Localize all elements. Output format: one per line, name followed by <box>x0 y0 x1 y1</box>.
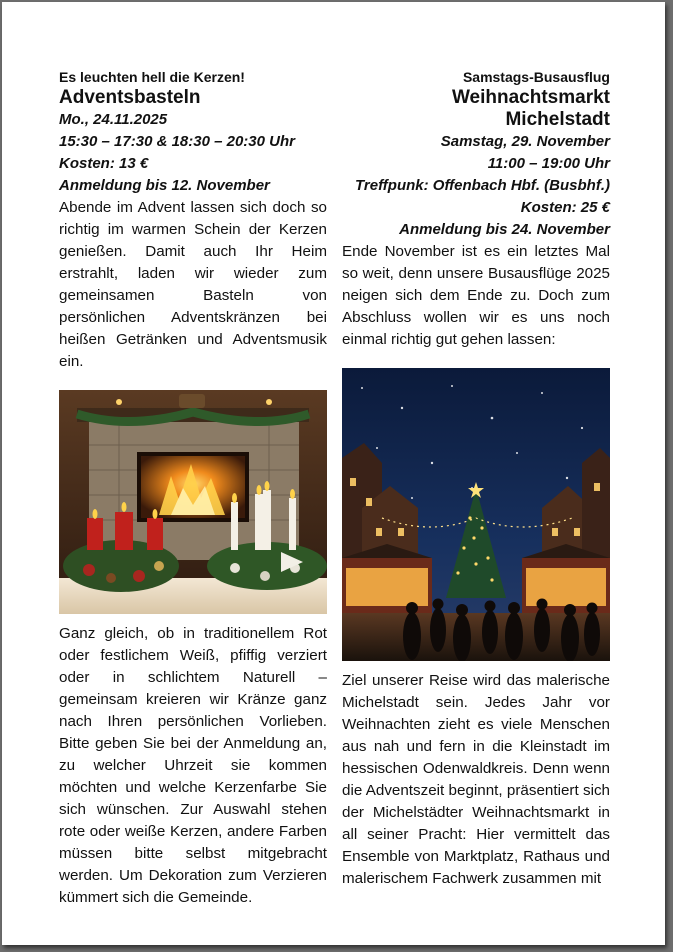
left-intro: Abende im Advent lassen sich doch so richtig im warmen Schein der Kerzen genießen. Damit auch Ihr Heim erstrahlt, laden wir wieder zum gemeinsamen Basteln von persönlichen Adventskränzen bei heißen Getränken und Adventsmusik ein. <box>59 199 327 370</box>
left-registration: Anmeldung bis 12. November <box>59 177 270 194</box>
right-body: Ziel unserer Reise wird das malerische Michelstadt sein. Jedes Jahr vor Weihnachten zieht es viele Menschen aus nah und fern in die Kleinstadt im hessischen Odenwaldkreis. Denn wenn die Adventszeit beginnt, präsentiert sich der Michelstädter Weihnachtsmarkt in all seiner Pracht: Hier vermittelt das Ensemble von Marktplatz, Rathaus und malerischem Fachwerk zusammen mit <box>342 672 610 887</box>
right-cost: Kosten: 25 € <box>520 199 610 216</box>
right-title-line1: Weihnachtsmarkt <box>451 87 610 108</box>
left-cost: Kosten: 13 € <box>59 155 149 172</box>
left-title: Adventsbasteln <box>59 87 201 108</box>
left-article <box>59 68 327 909</box>
left-date: Mo., 24.11.2025 <box>59 111 168 128</box>
right-meeting-point: Treffpunk: Offenbach Hbf. (Busbhf.) <box>355 177 610 194</box>
right-registration: Anmeldung bis 24. November <box>399 221 610 238</box>
right-kicker: Samstags-Busausflug <box>462 69 610 85</box>
page-sheet <box>2 2 665 945</box>
left-kicker: Es leuchten hell die Kerzen! <box>59 69 245 85</box>
right-time: 11:00 – 19:00 Uhr <box>487 155 610 172</box>
christmas-market-night-photo <box>342 368 610 661</box>
left-body: Ganz gleich, ob in traditionellem Rot oder festlichem Weiß, pfiffig verziert oder in schlichtem Naturell – gemeinsam kreieren wir Kränze ganz nach Ihren persönlichen Vorlieben. Bitte geben Sie bei der Anmeldung an, zu welcher Uhrzeit sie kommen möchten und welche Kerzenfarbe Sie sich wünschen. Zur Auswahl stehen rote oder weiße Kerzen, andere Farben müssen bitte selbst mitgebracht werden. Um Dekoration zum Verzieren kümmert sich die Gemeinde. <box>59 625 327 906</box>
right-title-line2: Michelstadt <box>505 109 610 130</box>
left-time: 15:30 – 17:30 & 18:30 – 20:30 Uhr <box>59 133 295 150</box>
right-intro: Ende November ist es ein letztes Mal so weit, denn unsere Busausflüge 2025 neigen sich dem Ende zu. Doch zum Abschluss wollen wir es uns noch einmal richtig gut gehen lassen: <box>342 243 610 348</box>
fireplace-advent-wreath-photo <box>59 390 327 614</box>
right-date: Samstag, 29. November <box>440 133 610 150</box>
right-article <box>342 68 610 890</box>
